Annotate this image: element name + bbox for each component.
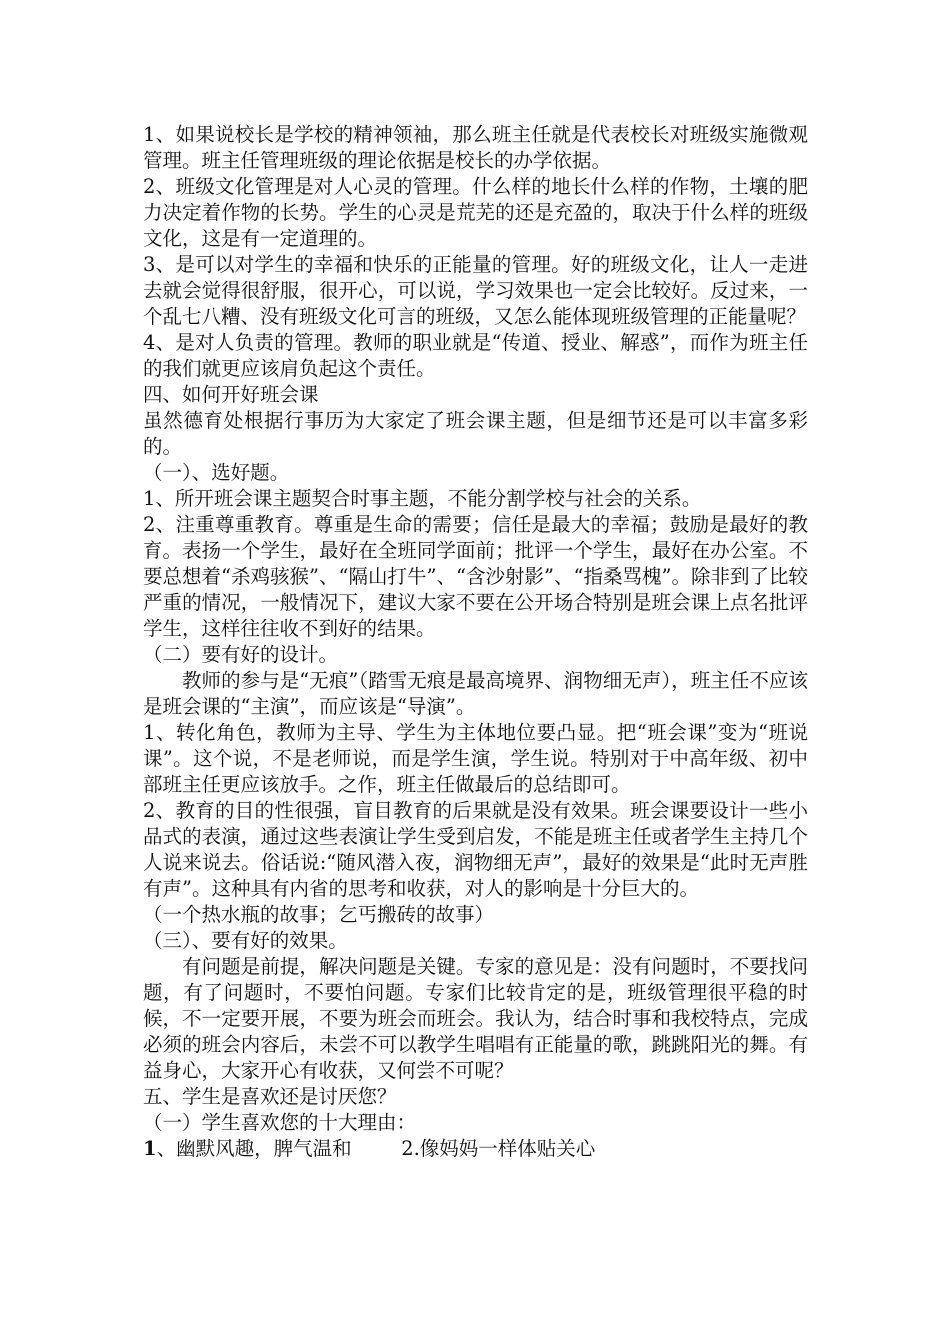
reason-2: 2.像妈妈一样体贴关心 [401, 1137, 596, 1160]
paragraph-1: 1、如果说校长是学校的精神领袖，那么班主任就是代表校长对班级实施微观管理。班主任管理班级的理论依据是校长的办学依据。 [143, 123, 808, 172]
subheading-reasons: （一）学生喜欢您的十大理由： [143, 1111, 417, 1134]
section-heading-5: 五、学生是喜欢还是讨厌您？ [143, 1085, 397, 1108]
paragraph-design-1: 1、转化角色，教师为主导、学生为主体地位要凸显。把“班会课”变为“班说课”。这个说，不是老师说，而是学生演，学生说。特别对于中高年级、初中部班主任更应该放手。之作，班主任做最后的总结即可。 [143, 721, 808, 796]
reason-1-number: 1 [143, 1137, 157, 1160]
paragraph-3: 3、是可以对学生的幸福和快乐的正能量的管理。好的班级文化，让人一走进去就会觉得很舒服，很开心，可以说，学习效果也一定会比较好。反过来，一个乱七八糟、没有班级文化可言的班级，又怎么能体现班级管理的正能量呢？ [143, 253, 808, 328]
subheading-3: （三）、要有好的效果。 [143, 929, 348, 952]
paragraph-design-2: 2、教育的目的性很强，盲目教育的后果就是没有效果。班会课要设计一些小品式的表演，通过这些表演让学生受到启发，不能是班主任或者学生主持几个人说来说去。俗话说:“随风潜入夜，润物细无声”，最好的效果是“此时无声胜有声”。这种具有内省的思考和收获，对人的影响是十分巨大的。 [143, 799, 808, 900]
subheading-1: （一）、选好题。 [143, 461, 290, 484]
paragraph-topic-1: 1、所开班会课主题契合时事主题，不能分割学校与社会的关系。 [143, 487, 702, 510]
document-body [143, 122, 808, 1162]
reasons-list-line [143, 1136, 808, 1162]
paragraph-4: 4、是对人负责的管理。教师的职业就是“传道、授业、解惑”，而作为班主任的我们就更应该肩负起这个责任。 [143, 331, 808, 380]
paragraph-intro: 虽然德育处根据行事历为大家定了班会课主题，但是细节还是可以丰富多彩的。 [143, 409, 808, 458]
paragraph-stories: （一个热水瓶的故事；乞丐搬砖的故事） [143, 903, 495, 926]
reason-1: 、幽默风趣，脾气温和 [156, 1137, 352, 1160]
subheading-2: （二）要有好的设计。 [143, 643, 339, 666]
paragraph-2: 2、班级文化管理是对人心灵的管理。什么样的地长什么样的作物，土壤的肥力决定着作物的长势。学生的心灵是荒芜的还是充盈的，取决于什么样的班级文化，这是有一定道理的。 [143, 175, 808, 250]
paragraph-design-intro: 教师的参与是“无痕”（踏雪无痕是最高境界、润物细无声），班主任不应该是班会课的“主演”，而应该是“导演”。 [143, 669, 808, 718]
paragraph-topic-2: 2、注重尊重教育。尊重是生命的需要；信任是最大的幸福；鼓励是最好的教育。表扬一个学生，最好在全班同学面前；批评一个学生，最好在办公室。不要总想着“杀鸡骇猴”、“隔山打牛”、“含沙射影”、“指桑骂槐”。除非到了比较严重的情况，一般情况下，建议大家不要在公开场合特别是班会课上点名批评学生，这样往往收不到好的结果。 [143, 513, 808, 640]
paragraph-effect: 有问题是前提，解决问题是关键。专家的意见是：没有问题时，不要找问题，有了问题时，不要怕问题。专家们比较肯定的是，班级管理很平稳的时候，不一定要开展，不要为班会而班会。我认为，结合时事和我校特点，完成必须的班会内容后，未尝不可以教学生唱唱有正能量的歌，跳跳阳光的舞。有益身心，大家开心有收获，又何尝不可呢？ [143, 955, 808, 1082]
section-heading-4: 四、如何开好班会课 [143, 383, 319, 406]
